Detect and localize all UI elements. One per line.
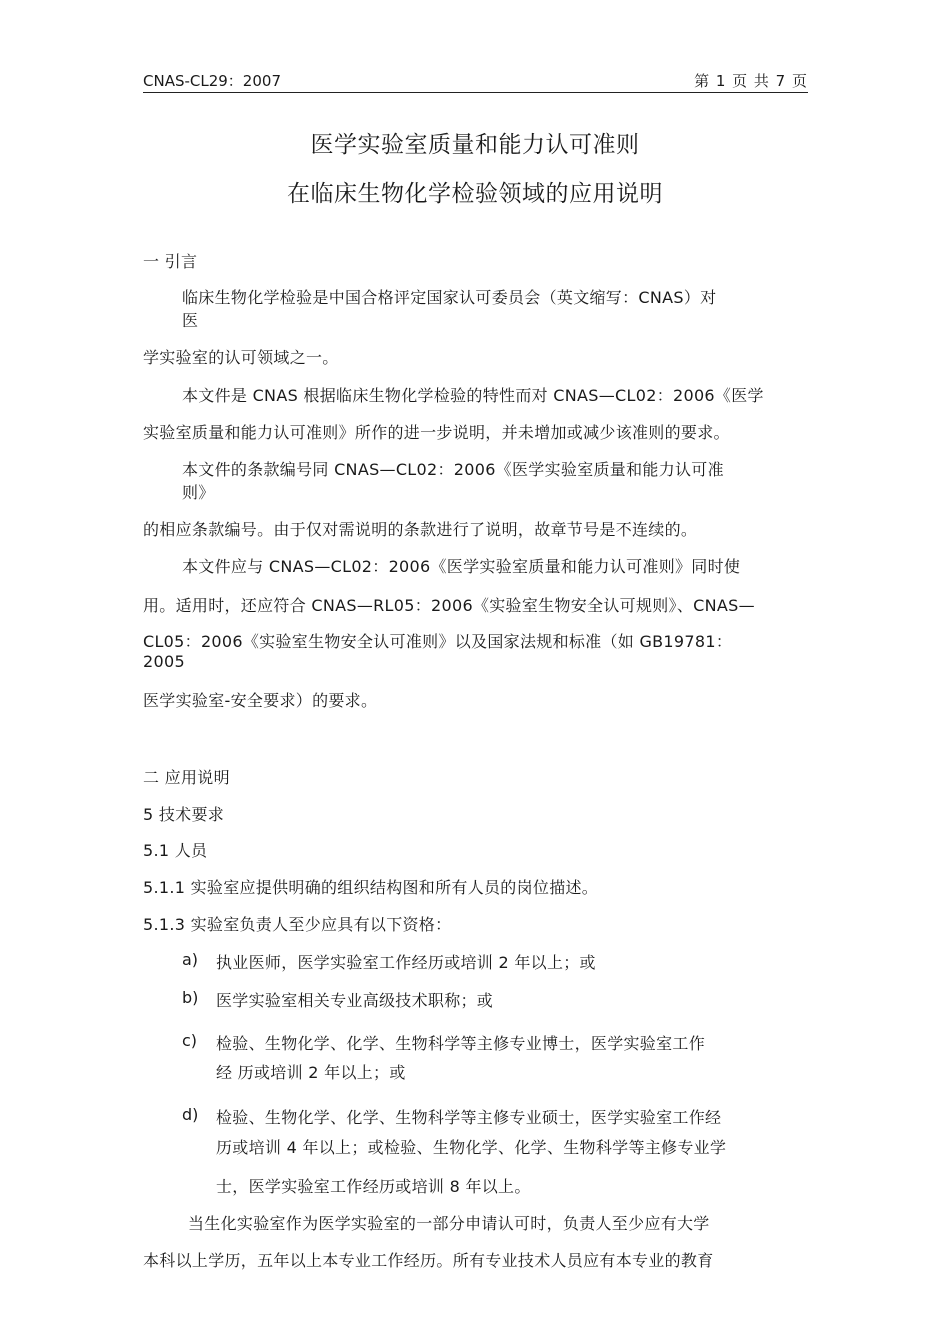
clause-5-1-3: 5.1.3 实验室负责人至少应具有以下资格：	[143, 915, 452, 934]
list-item-label: b)	[182, 988, 199, 1007]
list-item-label: d)	[182, 1105, 199, 1124]
list-item-text: 经 历或培训 2 年以上；或	[216, 1063, 406, 1082]
section-heading-application: 二 应用说明	[143, 768, 230, 787]
paragraph-line: 本科以上学历，五年以上本专业工作经历。所有专业技术人员应有本专业的教育	[143, 1251, 714, 1270]
paragraph-line: 医学实验室-安全要求）的要求。	[143, 691, 378, 710]
list-item-text: 历或培训 4 年以上；或检验、生物化学、化学、生物科学等主修专业学	[216, 1138, 727, 1157]
list-item-label: a)	[182, 950, 199, 969]
paragraph-line: 学实验室的认可领域之一。	[143, 348, 339, 367]
paragraph-line: 医	[182, 311, 199, 330]
list-item-text: 执业医师，医学实验室工作经历或培训 2 年以上；或	[216, 953, 596, 972]
list-item-label: c)	[182, 1031, 198, 1050]
list-item-text: 检验、生物化学、化学、生物科学等主修专业硕士，医学实验室工作经	[216, 1108, 722, 1127]
header-divider	[143, 92, 808, 93]
paragraph-line: 本文件应与 CNAS—CL02：2006《医学实验室质量和能力认可准则》同时使	[182, 557, 741, 576]
paragraph-line: 本文件的条款编号同 CNAS—CL02：2006《医学实验室质量和能力认可准	[182, 460, 724, 479]
list-item-text: 医学实验室相关专业高级技术职称；或	[216, 991, 494, 1010]
list-item-text: 士，医学实验室工作经历或培训 8 年以上。	[216, 1177, 531, 1196]
paragraph-line: 本文件是 CNAS 根据临床生物化学检验的特性而对 CNAS—CL02：2006《医学	[182, 386, 764, 405]
section-heading-intro: 一 引言	[143, 252, 198, 271]
clause-heading-5: 5 技术要求	[143, 805, 225, 824]
document-code: CNAS-CL29：2007	[143, 72, 281, 90]
paragraph-line: 2005	[143, 652, 185, 671]
paragraph-line: 则》	[182, 483, 215, 502]
paragraph-line: 当生化实验室作为医学实验室的一部分申请认可时，负责人至少应有大学	[188, 1214, 710, 1233]
page-indicator: 第 1 页 共 7 页	[694, 72, 808, 90]
page-subtitle: 在临床生物化学检验领域的应用说明	[287, 181, 663, 207]
paragraph-line: CL05：2006《实验室生物安全认可准则》以及国家法规和标准（如 GB19781：	[143, 632, 733, 651]
page-title: 医学实验室质量和能力认可准则	[310, 132, 640, 158]
clause-5-1-1: 5.1.1 实验室应提供明确的组织结构图和所有人员的岗位描述。	[143, 878, 599, 897]
list-item-text: 检验、生物化学、化学、生物科学等主修专业博士，医学实验室工作	[216, 1034, 706, 1053]
clause-heading-5-1: 5.1 人员	[143, 841, 208, 860]
paragraph-line: 用。适用时，还应符合 CNAS—RL05：2006《实验室生物安全认可规则》、CNAS—	[143, 596, 755, 615]
paragraph-line: 实验室质量和能力认可准则》所作的进一步说明，并未增加或减少该准则的要求。	[143, 423, 730, 442]
paragraph-line: 临床生物化学检验是中国合格评定国家认可委员会（英文缩写：CNAS）对	[182, 288, 717, 307]
paragraph-line: 的相应条款编号。由于仅对需说明的条款进行了说明，故章节号是不连续的。	[143, 520, 698, 539]
